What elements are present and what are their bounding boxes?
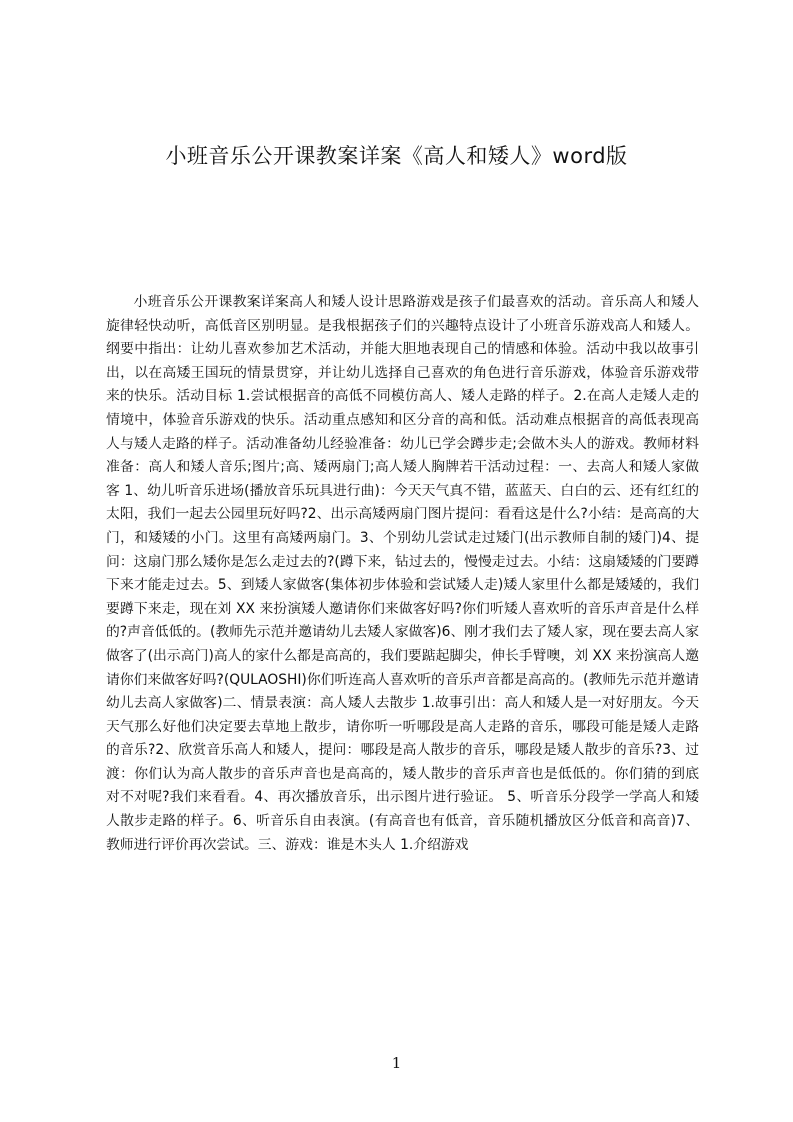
- body-paragraph: 小班音乐公开课教案详案高人和矮人设计思路游戏是孩子们最喜欢的活动。音乐高人和矮人旋律轻快动听，高低音区别明显。是我根据孩子们的兴趣特点设计了小班音乐游戏高人和矮人。纲要中指出：让幼儿喜欢参加艺术活动，并能大胆地表现自己的情感和体验。活动中我以故事引出，以在高矮王国玩的情景贯穿，并让幼儿选择自己喜欢的角色进行音乐游戏，体验音乐游戏带来的快乐。活动目标 1.尝试根据音的高低不同模仿高人、矮人走路的样子。2.在高人走矮人走的情境中，体验音乐游戏的快乐。活动重点感知和区分音的高和低。活动难点根据音的高低表现高人与矮人走路的样子。活动准备幼儿经验准备：幼儿已学会蹲步走;会做木头人的游戏。教师材料准备：高人和矮人音乐;图片;高、矮两扇门;高人矮人胸牌若干活动过程：一、去高人和矮人家做客 1、幼儿听音乐进场(播放音乐玩具进行曲)：今天天气真不错，蓝蓝天、白白的云、还有红红的太阳，我们一起去公园里玩好吗?2、出示高矮两扇门图片提问：看看这是什么?小结：是高高的大门，和矮矮的小门。这里有高矮两扇门。3、个别幼儿尝试走过矮门(出示教师自制的矮门)4、提问：这扇门那么矮你是怎么走过去的?(蹲下来，钻过去的，慢慢走过去。小结：这扇矮矮的门要蹲下来才能走过去。5、到矮人家做客(集体初步体验和尝试矮人走)矮人家里什么都是矮矮的，我们要蹲下来走，现在刘 XX 来扮演矮人邀请你们来做客好吗?你们听矮人喜欢听的音乐声音是什么样的?声音低低的。(教师先示范并邀请幼儿去矮人家做客)6、刚才我们去了矮人家，现在要去高人家做客了(出示高门)高人的家什么都是高高的，我们要踮起脚尖，伸长手臂噢，刘 XX 来扮演高人邀请你们来做客好吗?(QULAOSHI)你们听连高人喜欢听的音乐声音都是高高的。(教师先示范并邀请幼儿去高人家做客)二、情景表演：高人矮人去散步 1.故事引出：高人和矮人是一对好朋友。今天天气那么好他们决定要去草地上散步，请你听一听哪段是高人走路的音乐，哪段可能是矮人走路的音乐?2、欣赏音乐高人和矮人，提问：哪段是高人散步的音乐，哪段是矮人散步的音乐?3、过渡：你们认为高人散步的音乐声音也是高高的，矮人散步的音乐声音也是低低的。你们猜的到底对不对呢?我们来看看。4、再次播放音乐，出示图片进行验证。 5、听音乐分段学一学高人和矮人散步走路的样子。6、听音乐自由表演。(有高音也有低音，音乐随机播放区分低音和高音)7、教师进行评价再次尝试。三、游戏：谁是木头人 1.介绍游戏: [106, 294, 699, 853]
- page-number: 1: [391, 1054, 402, 1072]
- document-title: 小班音乐公开课教案详案《高人和矮人》word版: [165, 144, 628, 168]
